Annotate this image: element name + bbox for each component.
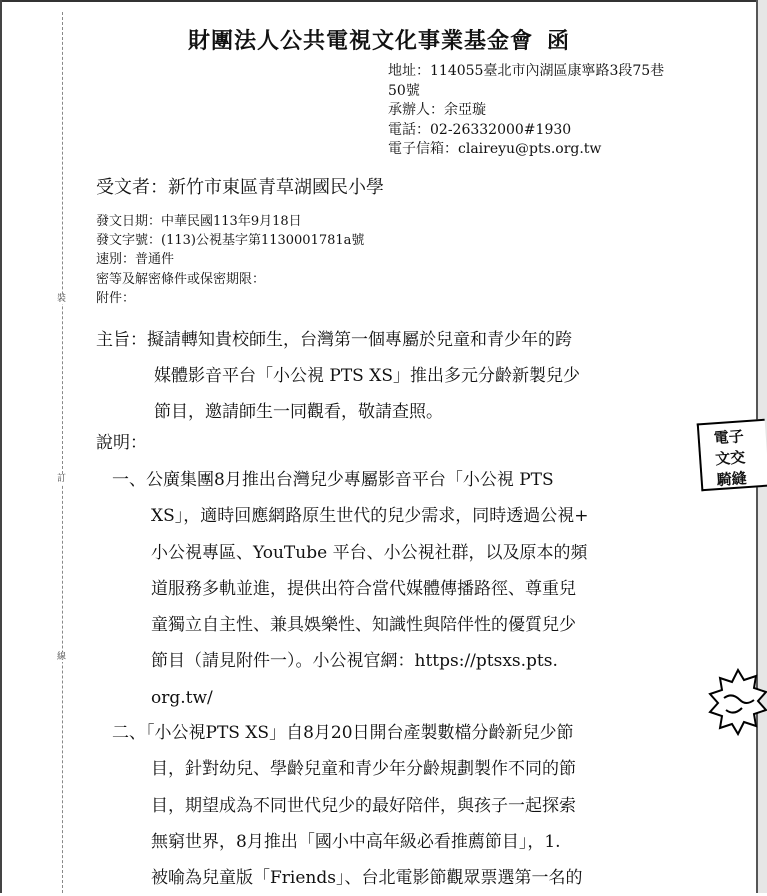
binding-mark-ding: 訂	[57, 474, 67, 484]
contact-block	[388, 62, 688, 160]
item1-line: 小公視專區、YouTube 平台、小公視社群，以及原本的頻	[151, 542, 588, 563]
org-title: 財團法人公共電視文化事業基金會	[187, 28, 533, 54]
handler: 承辦人：余亞璇	[388, 102, 486, 118]
subject-line-2: 媒體影音平台「小公視 PTS XS」推出多元分齡新製兒少	[154, 366, 580, 386]
binding-mark-xian: 線	[57, 652, 67, 662]
binding-line	[62, 12, 63, 893]
recipient: 受文者：新竹市東區青草湖國民小學	[96, 177, 384, 198]
document-title	[0, 24, 758, 55]
subject-line-1: 主旨：擬請轉知貴校師生，台灣第一個專屬於兒童和青少年的跨	[96, 330, 572, 350]
doc-number: 發文字號：(113)公視基字第1130001781a號	[96, 233, 365, 249]
item1-line: 道服務多軌並進，提供出符合當代媒體傳播路徑、尊重兒	[151, 578, 576, 599]
doc-type: 函	[547, 28, 571, 54]
subject-block	[96, 322, 696, 430]
explanation-item-2	[112, 715, 672, 896]
subject-line-3: 節目，邀請師生一同觀看，敬請查照。	[154, 402, 443, 422]
binding-mark-zhuang: 裝	[57, 294, 67, 304]
item2-line: 二、「小公視PTS XS」自8月20日開台產製數檔分齡新兒少節	[112, 723, 574, 743]
address-line-1: 地址：114055臺北市內湖區康寧路3段75巷	[388, 63, 665, 79]
item2-line: 被喻為兒童版「Friends」、台北電影節觀眾票選第一名的	[151, 868, 583, 889]
attachments: 附件：	[96, 290, 136, 306]
item2-line: 無窮世界，8月推出「國小中高年級必看推薦節目」，1.	[151, 831, 561, 852]
item1-line: 童獨立自主性、兼具娛樂性、知識性與陪伴性的優質兒少	[151, 615, 576, 636]
email: 電子信箱：claireyu@pts.org.tw	[388, 141, 602, 157]
page-seal-icon	[700, 668, 767, 738]
meta-block	[96, 212, 364, 308]
speed: 速別：普通件	[96, 252, 175, 268]
issue-date: 發文日期：中華民國113年9月18日	[96, 214, 302, 229]
item1-line: org.tw/	[151, 687, 213, 708]
page-top-border	[0, 0, 758, 2]
page-left-border	[0, 0, 2, 893]
address-line-2: 50號	[388, 82, 420, 99]
stamp-line: 電子	[713, 427, 745, 448]
stamp-line: 文交	[714, 448, 746, 469]
item2-line: 目，期望成為不同世代兒少的最好陪伴，與孩子一起探索	[151, 795, 576, 816]
item2-line: 目，針對幼兒、學齡兒童和青少年分齡規劃製作不同的節	[151, 759, 576, 780]
explanation-label: 說明：	[96, 433, 147, 453]
item1-line: 節目（請見附件一）。小公視官網：https://ptsxs.pts.	[151, 651, 558, 672]
explanation-item-1	[112, 462, 672, 716]
item1-line: XS」，適時回應網路原生世代的兒少需求，同時透過公視+	[151, 506, 589, 527]
stamp-line: 騎縫	[716, 469, 748, 490]
phone: 電話：02-26332000#1930	[388, 121, 572, 138]
classification: 密等及解密條件或保密期限：	[96, 271, 266, 287]
electronic-seam-stamp	[697, 419, 767, 492]
item1-line: 一、公廣集團8月推出台灣兒少專屬影音平台「小公視 PTS	[112, 470, 554, 490]
